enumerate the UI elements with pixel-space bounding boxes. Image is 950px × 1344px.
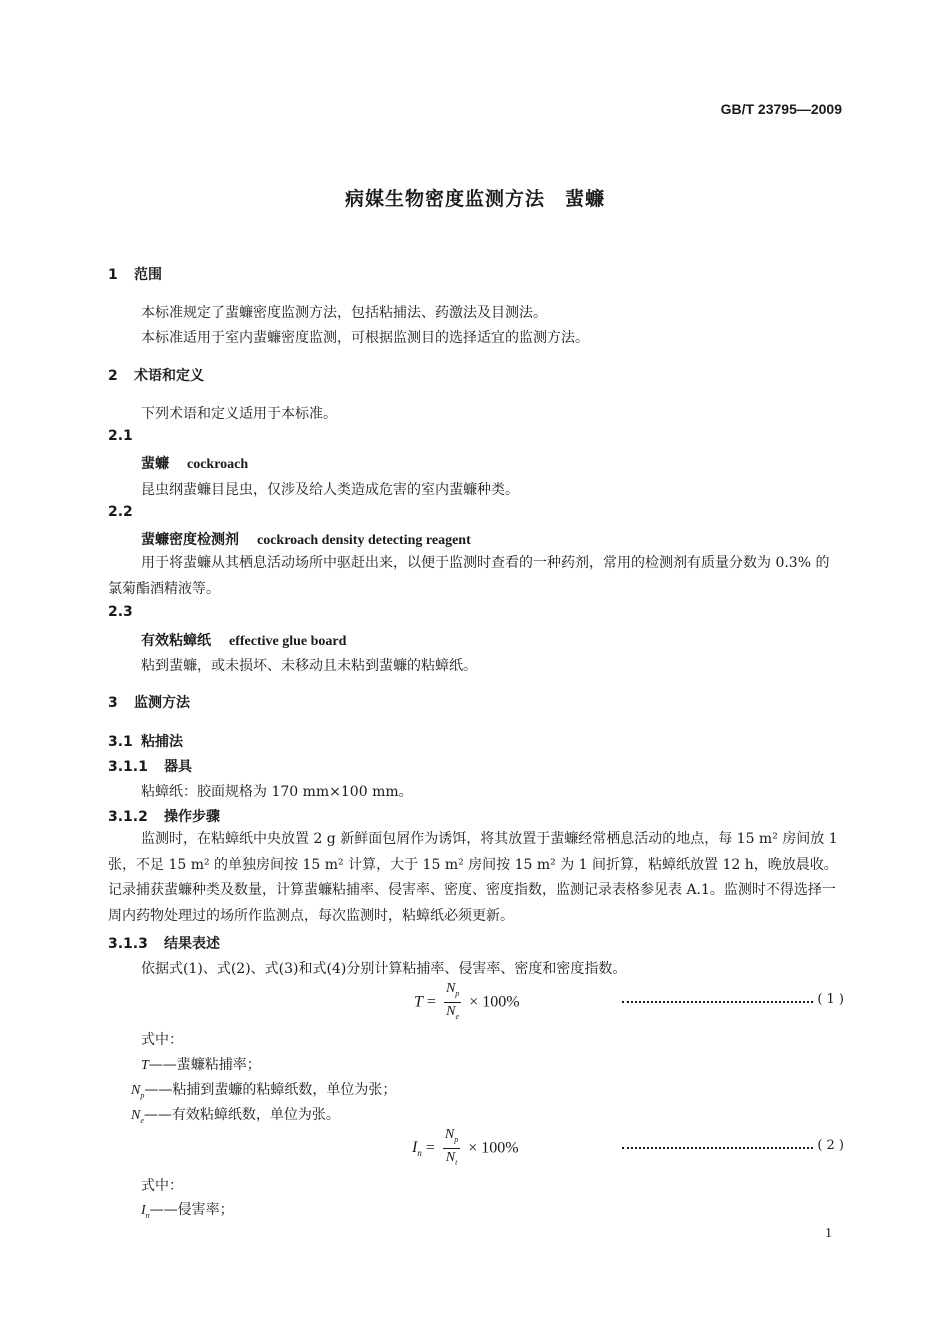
symbol-sub: p (140, 1090, 145, 1100)
definition-text: ——有效粘蟑纸数，单位为张。 (143, 1107, 340, 1123)
definition-text: ——蜚蠊粘捕率； (148, 1057, 261, 1073)
formula-rhs: × 100% (469, 993, 520, 1011)
fraction (444, 981, 461, 1025)
variable-definition: $N_p——$粘捕到蜚蠊的粘蟑纸数，单位为张； (131, 1082, 397, 1100)
subsection-3-1-heading (108, 731, 183, 751)
term-number: 2.1 (108, 428, 133, 444)
formula-lhs-sub: n (417, 1148, 422, 1159)
formula-lhs: I (412, 1139, 418, 1157)
denominator-sub: t (455, 1157, 458, 1167)
variable-definition (141, 1054, 261, 1074)
paragraph: 下列术语和定义适用于本标准。 (141, 406, 337, 422)
equation-number-row (622, 1138, 844, 1153)
page-title: 病媒生物密度监测方法 蜚蠊 (344, 188, 605, 210)
variable-definition: $N_e——$有效粘蟑纸数，单位为张。 (131, 1107, 340, 1125)
numerator-sub: p (455, 988, 460, 998)
equation-number: ( 1 ) (817, 992, 844, 1007)
section-3-heading (108, 692, 190, 712)
fraction (443, 1127, 460, 1171)
paragraph: 本标准适用于室内蜚蠊密度监测，可根据监测目的选择适宜的监测方法。 (141, 330, 589, 346)
formula-lhs: T (414, 993, 423, 1011)
section-title: 术语和定义 (134, 368, 204, 384)
term-number: 2.2 (108, 504, 133, 520)
subsection-number: 3.1.1 (108, 759, 148, 775)
term-cn: 蜚蠊密度检测剂 (141, 532, 239, 548)
section-title: 范围 (134, 267, 162, 283)
term-en: effective glue board (229, 634, 347, 649)
subsection-title: 粘捕法 (141, 734, 183, 750)
term-entry (141, 453, 248, 473)
term-entry (141, 529, 471, 549)
subsection-title: 操作步骤 (164, 809, 220, 825)
section-title: 监测方法 (134, 695, 190, 711)
term-entry (141, 630, 346, 650)
section-1-heading (108, 264, 162, 284)
standard-code: GB/T 23795—2009 (720, 101, 842, 117)
numerator: N (445, 981, 456, 996)
paragraph: 本标准规定了蜚蠊密度监测方法，包括粘捕法、药激法及目测法。 (141, 305, 547, 321)
symbol-sub: e (140, 1115, 144, 1125)
denominator: N (446, 1003, 456, 1019)
section-number: 1 (108, 267, 118, 283)
subsection-title: 器具 (164, 759, 192, 775)
subsection-number: 3.1.3 (108, 936, 148, 952)
equation-number-row (622, 992, 844, 1007)
variable-definition: $I_n——$侵害率； (141, 1202, 234, 1220)
section-number: 2 (108, 368, 118, 384)
dot-leader (622, 1001, 813, 1003)
formula-1: T = $\frac{N_p}{N_e}$ × 100% (414, 981, 520, 1025)
definition-text: ——粘捕到蜚蠊的粘蟑纸数，单位为张； (144, 1082, 397, 1098)
term-number: 2.3 (108, 604, 133, 620)
symbol: T (141, 1058, 149, 1073)
denominator: N (445, 1149, 456, 1165)
subsection-3-1-1-heading (108, 756, 192, 776)
subsection-title: 结果表述 (164, 936, 220, 952)
denominator-sub: e (455, 1011, 460, 1021)
term-definition: 用于将蜚蠊从其栖息活动场所中驱赶出来，以便于监测时查看的一种药剂，常用的检测剂有质量分数为 0.3% 的氯菊酯酒精液等。 (108, 555, 830, 597)
term-cn: 蜚蠊 (141, 456, 169, 472)
term-en: cockroach density detecting reagent (257, 533, 471, 548)
paragraph: 监测时，在粘蟑纸中央放置 2 g 新鲜面包屑作为诱饵，将其放置于蜚蠊经常栖息活动的地点，每 15 m² 房间放 1 张，不足 15 m² 的单独房间按 15 m² 计算，大于 15 m² 房间按 15 m² 为 1 间折算，粘蟑纸放置 12 h，晚放晨收。记录捕获蜚蠊种类及数量，计算蜚蠊粘捕率、侵害率、密度、密度指数，监测记录表格参见表 A.1。监测时不得选择一周内药物处理过的场所作监测点，每次监测时，粘蟑纸必须更新。 (108, 831, 838, 924)
subsection-number: 3.1 (108, 734, 133, 750)
equation-number: ( 2 ) (817, 1138, 844, 1153)
section-number: 3 (108, 695, 118, 711)
formula-rhs: × 100% (468, 1139, 519, 1157)
symbol-sub: n (145, 1210, 150, 1220)
subsection-3-1-3-heading (108, 933, 220, 953)
paragraph: 依据式(1)、式(2)、式(3)和式(4)分别计算粘捕率、侵害率、密度和密度指数。 (141, 961, 627, 977)
subsection-3-1-2-heading (108, 806, 220, 826)
term-en: cockroach (187, 457, 249, 472)
definition-text: ——侵害率； (149, 1202, 234, 1218)
formula-2: $I_n$ = $\frac{N_p}{N_t}$ × 100% (412, 1127, 519, 1171)
numerator-sub: p (454, 1134, 459, 1144)
term-definition: 粘到蜚蠊，或未损坏、未移动且未粘到蜚蠊的粘蟑纸。 (141, 658, 477, 674)
where-label: 式中： (141, 1032, 183, 1048)
numerator: N (444, 1127, 455, 1142)
where-label: 式中： (141, 1178, 183, 1194)
paragraph: 粘蟑纸：胶面规格为 170 mm×100 mm。 (141, 784, 413, 800)
page-number: 1 (825, 1226, 832, 1241)
subsection-number: 3.1.2 (108, 809, 148, 825)
term-cn: 有效粘蟑纸 (141, 633, 211, 649)
dot-leader (622, 1147, 813, 1149)
term-definition: 昆虫纲蜚蠊目昆虫，仅涉及给人类造成危害的室内蜚蠊种类。 (141, 482, 519, 498)
section-2-heading (108, 365, 204, 385)
